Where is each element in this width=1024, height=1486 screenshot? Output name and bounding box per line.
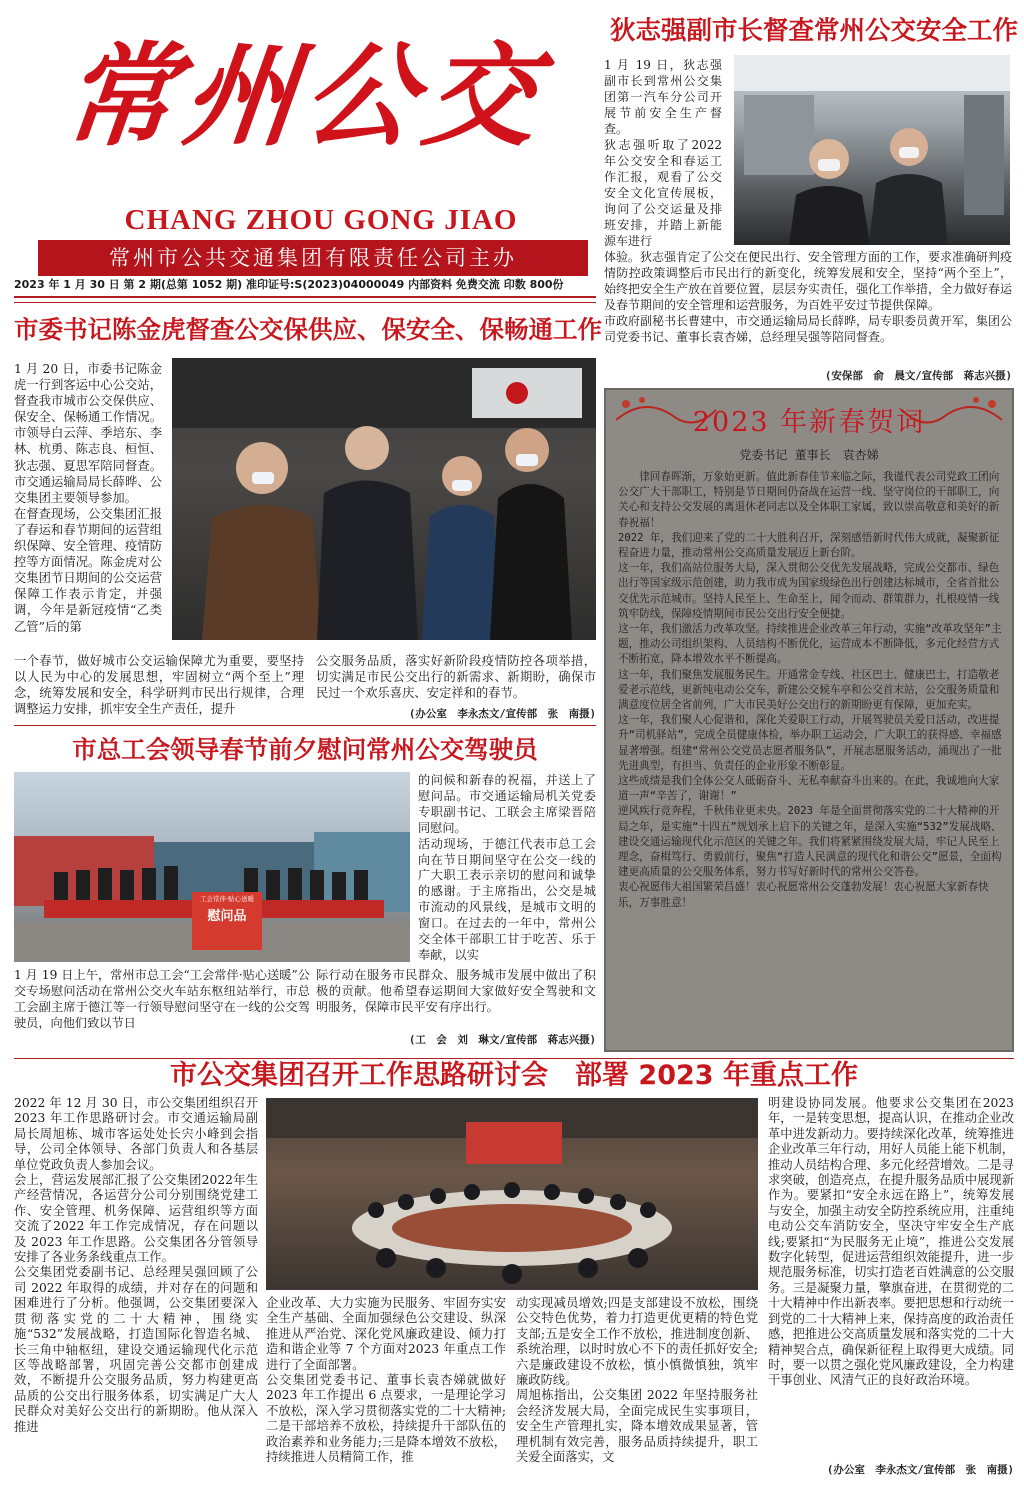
vice-mayor-text-wide: 体验。狄志强肯定了公交在便民出行、安全管理方面的工作，要求准确研判疫情防控政策调整后市民出行的新变化，统筹发展和安全，坚持“两个至上”，始终把安全生产放在首要位置，层层夯实责任，强化工作举措，全力做好春运及春节期间的安全管理和运营服务，为百姓平安过节提供保障。 市政府副秘书长曹建中，市交通运输局局长薛晔，局专职委员黄开军，集团公司党委书记、董事长袁杏娣，总经理吴强等陪同督查。 xyxy=(604,250,1013,344)
headline-work-seminar: 市公交集团召开工作思路研讨会 部署 2023 年重点工作 xyxy=(170,1060,858,1091)
trade-union-photo xyxy=(14,772,410,962)
seminar-col4: 明建设协同发展。他要求公交集团在2023 年，一是转变思想，提高认识，在推动企业改革中进发新动力。要持续深化改革，统筹推进企业改革三年行动，用好人员能上能下机制，推动人员结构合理、多元化经营增效。二是寻求突破，创造亮点，在提升服务品质中展现新作为。要紧扣“安全永远在路上”，统筹发展与安全，加强主动安全防控系统应用，注重纯电动公交车消防安全，坚决守牢安全生产底线;要紧扣“为民服务无止境”，推进公交发展数字化转型，促进运营组织效能提升，进一步规范服务标准，切实打造老百姓满意的公交服务。三是凝聚力量，擎旗奋进，在贯彻党的二十大精神中作出新表率。要把思想和行动统一到党的二十大精神上来，保持高度的政治责任感，把推进公交高质量发展和落实党的二十大精神契合点，确保新征程上取得更大成绩。同时，要一以贯之强化党风廉政建设，全力构建干事创业、风清气正的良好政治环境。 xyxy=(768,1096,1018,1388)
trade-union-text-bottom: 际行动在服务市民群众、服务城市发展中做出了积极的贡献。他希望春运期间大家做好安全驾驶和文明服务，保障市民平安有序出行。 xyxy=(316,968,596,1014)
vice-mayor-text-narrow: 1 月 19 日，狄志强副市长到常州公交集团第一汽车分公司开展节前安全生产督查。 狄志强听取了2022 年公交安全和春运工作汇报，观看了公交安全文化宣传展板，询问了公交运量及排班安排，并踏上新能源车进行 xyxy=(604,58,722,248)
masthead-sponsor: 常州市公共交通集团有限责任公司主办 xyxy=(109,246,517,270)
seminar-credit: (办公室 李永杰文/宣传部 张 南摄) xyxy=(827,1464,1014,1476)
trade-union-banner-line1: 工会常伴·贴心送暖 xyxy=(199,895,255,903)
left1-bottom-rule xyxy=(14,725,596,726)
issue-line: 2023 年 1 月 30 日 第 2 期(总第 1052 期) 准印证号:S(2023)04000049 内部资料 免费交流 印数 800份 xyxy=(14,278,564,291)
masthead-pinyin: CHANG ZHOU GONG JIAO xyxy=(124,204,518,236)
trade-union-banner-line2: 慰问品 xyxy=(207,909,247,924)
left1-top-rule xyxy=(14,302,596,303)
headline-party-secretary: 市委书记陈金虎督查公交保供应、保安全、保畅通工作 xyxy=(14,315,602,344)
headline-trade-union: 市总工会领导春节前夕慰问常州公交驾驶员 xyxy=(72,735,538,764)
trade-union-text-left: 1 月 19 日上午，常州市总工会“工会常伴·贴心送暖”公交专场慰问活动在常州公交火车站东枢纽站举行，市总工会副主席于德江等一行领导慰问坚守在一线的公交驾驶员，向他们致以节日 xyxy=(14,968,310,1030)
vice-mayor-photo-figures xyxy=(734,55,1010,245)
seminar-photo xyxy=(266,1098,758,1290)
greeting-author: 党委书记 董事长 袁杏娣 xyxy=(739,448,879,462)
headline-vice-mayor: 狄志强副市长督查常州公交安全工作 xyxy=(610,16,1019,46)
masthead-sponsor-banner xyxy=(38,240,588,276)
issue-divider xyxy=(14,296,596,298)
trade-union-credit: (工 会 刘 琳文/宣传部 蒋志兴摄) xyxy=(409,1034,596,1046)
party-secretary-credit: (办公室 李永杰文/宣传部 张 南摄) xyxy=(409,708,596,720)
party-secretary-text-col: 1 月 20 日，市委书记陈金虎一行到客运中心公交站，督查我市城市公交保供应、保安全、保畅通工作情况。市领导白云萍、季培东、李林、杭勇、陈志良、桓恒、狄志强、夏思军陪同督查。市交通运输局局长薛晔、公交集团主要领导参加。 在督查现场，公交集团汇报了春运和春节期间的运营组织保障、安全管理、疫情防控等方面情况。陈金虎对公交集团节日期间的公交运营保障工作表示肯定，并强调，今年是新冠疫情“乙类乙管”后的第 xyxy=(14,362,162,634)
party-secretary-photo-figures xyxy=(172,358,596,640)
party-secretary-text-bottom-left: 一个春节，做好城市公交运输保障尤为重要，要坚持以人民为中心的发展思想，牢固树立“两个至上”理念，统筹发展和安全，科学研判市民出行规律，合理调整运力安排，抓牢安全生产责任，提升 xyxy=(14,654,304,717)
greeting-body: 律回春晖渐，万象始更新。值此新春佳节来临之际，我谨代表公司党政工团向公交广大干部职工，特别是节日期间仍奋战在运营一线、坚守岗位的干部职工，向关心和支持公交发展的离退休老同志以及全体职工家属，致以崇高敬意和美好的新春祝福！ 2022 年，我们迎来了党的二十大胜利召开，深刻感悟新时代伟大成就，凝聚新征程奋进力量，推动常州公交高质量发展迈上新台阶。 这一年，我们高站位服务大局，深入贯彻公交优先发展战略，完成公交都市、绿色出行等国家级示范创建，助力我市成为国家级绿色出行创建达标城市，全省首批公交优先示范城市。坚持人民至上、生命至上，闻令而动、群策群力，扎根疫情一线筑牢防线，保障疫情期间市民公交出行安全便捷。 这一年，我们激活力改革攻坚。持续推进企业改革三年行动，实施“改革攻坚年”主题，推动公司组织架构、人员结构不断优化，运营成本不断降低，多元化经营方式不断拓宽，降本增效水平不断提高。 这一年，我们聚焦发展服务民生。开通常金专线、社区巴士、健康巴士，打造敬老爱老示范线，更新纯电动公交车，新建公交候车亭和公交首末站，公交服务质量和满意度位居全省前列，广大市民美好公交出行的新期盼更有保障，更加充实。 这一年，我们聚人心促谐和，深化关爱职工行动，开展驾驶员关爱日活动，改进提升“司机驿站”，完成全员健康体检，举办职工运动会，广大职工的获得感、幸福感显著增强。组建“常州公交党员志愿者服务队”，开展志愿服务活动，涌现出了一批先进典型，有担当、负责任的企业形象不断彰显。 这些成绩是我们全体公交人砥砺奋斗、无私奉献奋斗出来的。在此，我诚地向大家道一声“辛苦了，谢谢！” 逆风疾行竞奔程，千秋伟业更未央。2023 年是全面贯彻落实党的二十大精神的开局之年，是实施“十四五”规划承上启下的关键之年，是深入实施“532”发展战略、建设交通运输现代化示范区的关键之年。我们将紧紧围绕发展大局，牢记人民至上理念，奋楫笃行、勇毅前行，聚焦“打造人民满意的现代化和谐公交”愿景，全面构建更高质量的公交服务体系，努力书写好新时代的常州公交答卷。 衷心祝愿伟大祖国繁荣昌盛！衷心祝愿常州公交蓬勃发展！衷心祝愿大家新春快乐，万事胜意！ xyxy=(618,471,1002,909)
seminar-col2: 企业改革、大力实施为民服务、牢固夯实安全生产基础、全面加强绿色公交建设、纵深推进从严治党、深化党风廉政建设、倾力打造和谐企业等 7 个方面对2023 年重点工作进行了全面部署。 公交集团党委书记、董事长袁杏娣就做好 2023 年工作提出 6 点要求，一是理论学习不放松，深入学习贯彻落实党的二十大精神;二是干部培养不放松，持续提升干部队伍的政治素养和业务能力;三是降本增效不放松，持续推进人员精简工作，推 xyxy=(266,1296,506,1465)
greeting-title: 2023 年新春贺词 xyxy=(692,407,926,438)
trade-union-banner xyxy=(192,892,262,950)
seminar-photo-figures xyxy=(266,1098,758,1290)
masthead-title: 常州公交 xyxy=(57,31,551,162)
greeting-box xyxy=(604,388,1014,1052)
seminar-col3: 动实现减员增效;四是支部建设不放松，围绕公交特色优势，着力打造更优更精的特色党支部;五是安全工作不放松，推进制度创新、系统治理，以时时放心不下的责任抓好安全;六是廉政建设不放松，慎小慎微慎独，筑牢廉政防线。 周旭栋指出，公交集团 2022 年坚持服务社会经济发展大局，全面完成民生实事项目，安全生产管理扎实，降本增效成果显著，管理机制有效完善，服务品质持续提升，职工关爱全面落实，文 xyxy=(516,1296,758,1465)
seminar-col1: 2022 年 12 月 30 日，市公交集团组织召开 2023 年工作思路研讨会。市交通运输局副局长周旭栋、城市客运处处长宍小峰到会指导，公司全体领导、各部门负责人和各基层单位党政负责人参加会议。 会上，营运发展部汇报了公交集团2022年生产经营情况，各运营分公司分别围绕党建工作、安全管理、机务保障、运营组织等方面交流了2022 年工作完成情况，存在问题以及 2023 年工作思路。公交集团各分管领导安排了各业务条线重点工作。 公交集团党委副书记、总经理吴强回顾了公司 2022 年取得的成绩，并对存在的问题和困难进行了分析。他强调，公交集团要深入贯彻落实党的二十大精神，围绕实施“532”发展战略，打造国际化智造名城、长三角中轴枢纽，建设交通运输现代化示范区等战略部署，巩固完善公交都市创建成效，不断提升公交服务品质，努力构建更高品质的公交出行服务体系，切实满足广大人民群众对美好公交出行的新期盼。他从深入推进 xyxy=(14,1096,258,1434)
trade-union-text-right: 的问候和新春的祝福，并送上了慰问品。市交通运输局机关党委专职副书记、工联会主席梁晋陪同慰问。 活动现场，于德江代表市总工会向在节日期间坚守在公交一线的广大职工表示亲切的慰问和诚挚的感谢。于主席指出，公交是城市流动的风景线，是城市文明的窗口。在过去的一年中，常州公交全体干部职工甘于吃苦、乐于奉献，以实 xyxy=(418,773,596,962)
vice-mayor-photo xyxy=(734,55,1010,245)
party-secretary-text-bottom-right: 公交服务品质，落实好新阶段疫情防控各项举措，切实满足市民公交出行的新需求、新期盼，确保市民过一个欢乐喜庆、安定祥和的春节。 xyxy=(316,654,596,701)
vice-mayor-credit: (安保部 俞 晨文/宣传部 蒋志兴摄) xyxy=(825,370,1012,382)
masthead xyxy=(30,14,590,296)
party-secretary-photo xyxy=(172,358,596,640)
